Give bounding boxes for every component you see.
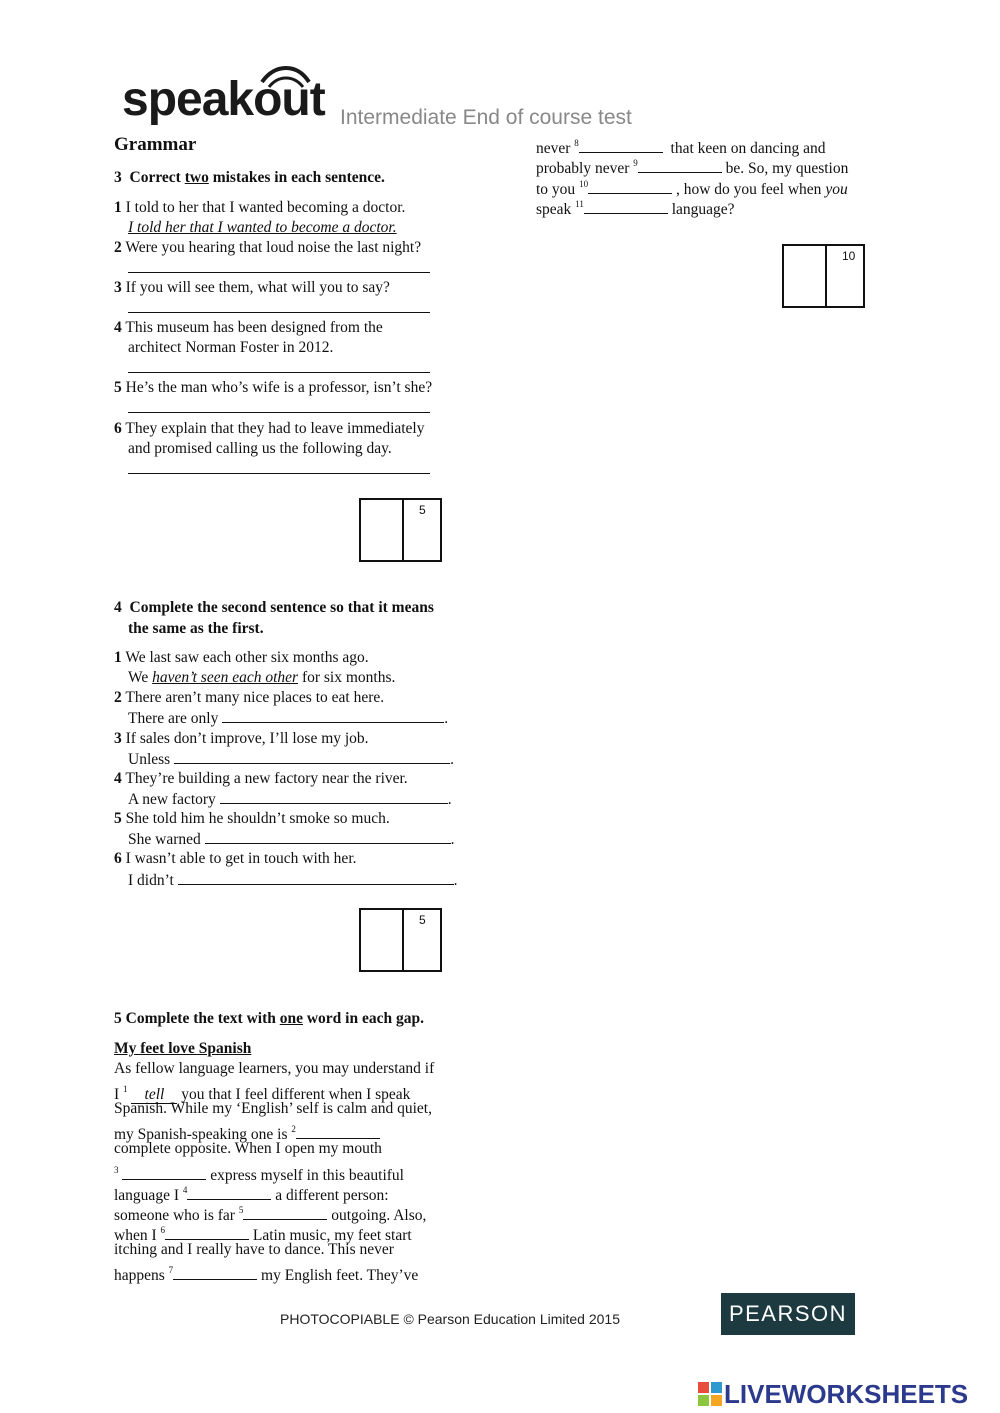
q5-gap-9[interactable] [638,158,722,173]
q5-text-line-12: never $^8$ that keen on dancing and [536,138,826,157]
q5-text-line-5: complete opposite. When I open my mouth [114,1140,382,1157]
q3-item-6-line2: and promised calling us the following day. [128,440,392,457]
q5-gap-8[interactable] [579,138,663,153]
q4-score-max: 5 [419,913,426,927]
q5-text-line-2: I $^1$ tell you that I feel different when I speak [114,1084,411,1103]
liveworksheets-icon [698,1382,722,1406]
q4-score-box[interactable] [359,908,442,972]
q4-item-6: 6 I wasn’t able to get in touch with her. [114,850,357,867]
q3-score-max: 5 [419,503,426,517]
q3-score-box[interactable] [359,498,442,562]
q5-text-line-14: to you $^{10}$ , how do you feel when you [536,179,848,198]
q5-gap-6[interactable] [165,1225,249,1240]
q4-item-3: 3 If sales don’t improve, I’ll lose my job. [114,730,369,747]
q4-item-4-answer: A new factory . [128,791,452,808]
section-title: Grammar [114,134,197,155]
q4-item-2: 2 There aren’t many nice places to eat here. [114,689,385,706]
test-subtitle: Intermediate End of course test [340,106,632,129]
q3-item-3: 3 If you will see them, what will you to say? [114,279,390,296]
q5-text-line-4: my Spanish-speaking one is $^2$ [114,1119,380,1145]
q5-score-max: 10 [842,249,856,263]
q4-item-6-answer: I didn’t . [128,872,458,889]
watermark-text: LIVEWORKSHEETS [724,1379,969,1409]
q4-instruction-line2: the same as the first. [128,620,264,637]
q3-answer-line-4[interactable] [128,372,430,373]
logo-text: speakout [122,73,325,126]
score-divider [402,910,404,970]
q5-text-line-9: when I $^6$ Latin music, my feet start [114,1225,412,1244]
q4-item-5: 5 She told him he shouldn’t smoke so much. [114,810,390,827]
pearson-logo: PEARSON [721,1293,855,1335]
q5-gap-2[interactable] [296,1124,380,1139]
q4-item-4: 4 They’re building a new factory near the river. [114,770,408,787]
q5-text-line-1: As fellow language learners, you may understand if [114,1060,435,1077]
q3-answer-line-2[interactable] [128,272,430,273]
q5-gap-1-example: tell [131,1087,177,1104]
q4-item-5-answer: She warned . [128,831,455,848]
speakout-logo [120,62,335,130]
q4-item-1: 1 We last saw each other six months ago. [114,649,369,666]
q4-item-1-answer: We haven’t seen each other for six months. [128,669,396,686]
liveworksheets-watermark [698,1379,996,1409]
q4-gap-2[interactable] [222,708,444,723]
q3-item-4: 4 This museum has been designed from the [114,319,383,336]
score-divider [825,246,827,306]
q3-answer-line-3[interactable] [128,312,430,313]
q3-item-1-example: I told her that I wanted to become a doctor. [128,219,397,236]
q5-text-line-10: itching and I really have to dance. This never [114,1241,394,1258]
q5-text-line-7: language I $^4$ a different person: [114,1185,389,1204]
q5-gap-3[interactable] [122,1165,206,1180]
q3-answer-line-5[interactable] [128,412,430,413]
q4-gap-6[interactable] [178,870,454,885]
q5-text-line-15: speak $^{11}$ language? [536,199,735,218]
q3-item-1: 1 I told to her that I wanted becoming a doctor. [114,199,406,216]
q3-item-6: 6 They explain that they had to leave immediately [114,420,425,437]
q5-gap-10[interactable] [588,179,672,194]
q5-gap-4[interactable] [187,1185,271,1200]
q5-text-line-8: someone who is far $^5$ outgoing. Also, [114,1205,427,1224]
q3-instruction: 3 Correct two mistakes in each sentence. [114,169,385,186]
q4-instruction: 4 Complete the second sentence so that it means [114,599,434,616]
q5-score-box[interactable] [782,244,865,308]
q5-text-line-6: $^3$ express myself in this beautiful [114,1165,404,1184]
q3-item-2: 2 Were you hearing that loud noise the last night? [114,239,422,256]
q3-item-5: 5 He’s the man who’s wife is a professor, isn’t she? [114,379,433,396]
q5-gap-5[interactable] [243,1205,327,1220]
q3-answer-line-6[interactable] [128,473,430,474]
q4-item-3-answer: Unless . [128,751,454,768]
q4-gap-5[interactable] [205,829,451,844]
q5-text-title: My feet love Spanish [114,1040,252,1057]
q5-instruction: 5 Complete the text with one word in each gap. [114,1010,424,1027]
q5-text-line-13: probably never $^9$ be. So, my question [536,158,849,177]
q3-item-4-line2: architect Norman Foster in 2012. [128,339,334,356]
score-divider [402,500,404,560]
q4-item-2-answer: There are only . [128,710,449,727]
q5-text-line-3: Spanish. While my ‘English’ self is calm and quiet, [114,1100,432,1117]
copyright-text: PHOTOCOPIABLE © Pearson Education Limited 2015 [280,1311,621,1327]
q4-gap-4[interactable] [220,789,448,804]
q4-gap-3[interactable] [174,749,450,764]
q5-gap-11[interactable] [584,199,668,214]
q5-gap-7[interactable] [173,1265,257,1280]
q5-text-line-11: happens $^7$ my English feet. They’ve [114,1265,419,1284]
